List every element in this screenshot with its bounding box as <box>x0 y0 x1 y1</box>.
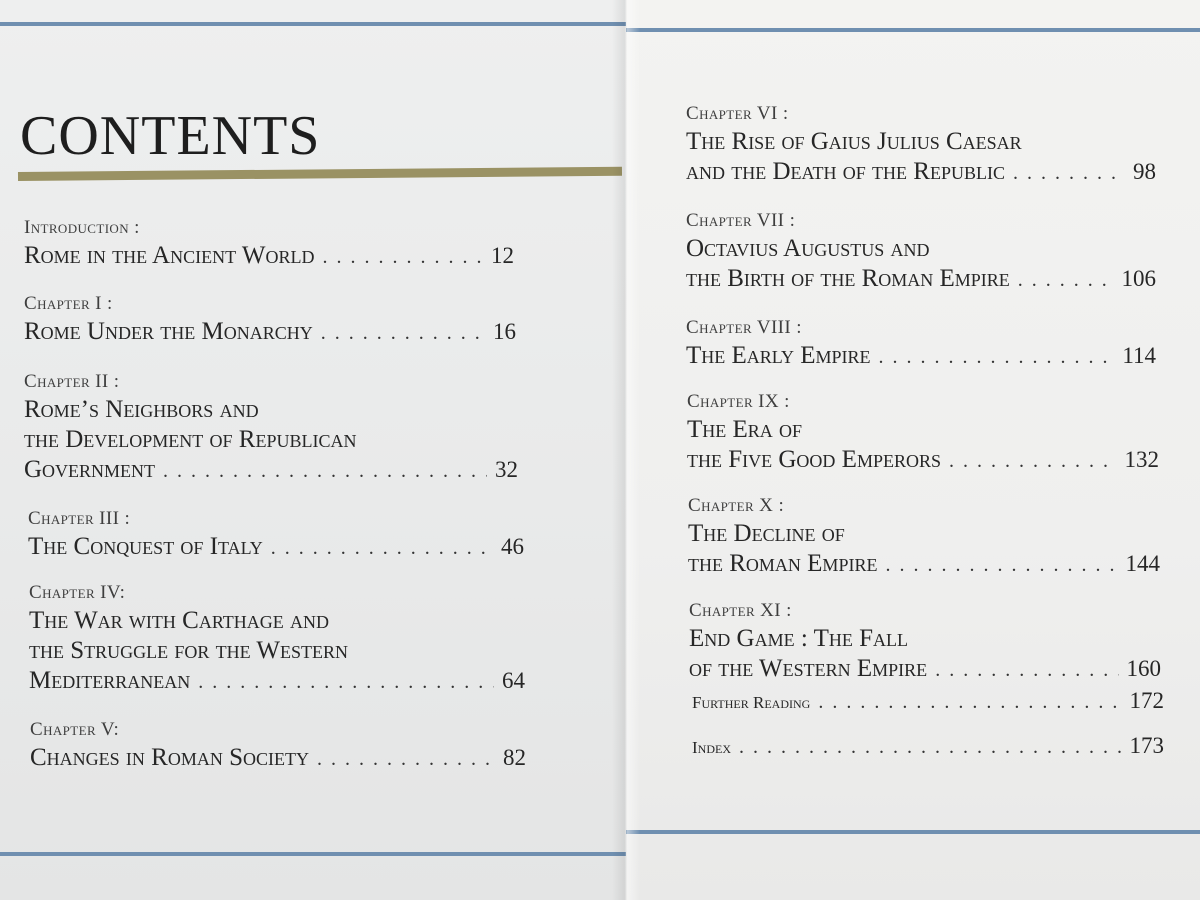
entry-label: Chapter XI : <box>689 600 792 621</box>
toc-entry-chapter-1[interactable] <box>24 294 516 348</box>
entry-title: Rome’s Neighbors and <box>24 396 259 423</box>
dot-leader <box>271 533 493 563</box>
page-number: 172 <box>1129 688 1164 713</box>
toc-entry-chapter-11[interactable] <box>689 601 1161 685</box>
toc-entry-chapter-7[interactable] <box>686 211 1156 295</box>
page-number: 16 <box>493 319 516 344</box>
entry-title-line <box>24 241 514 272</box>
entry-label: Chapter X : <box>688 495 785 516</box>
entry-label: Introduction : <box>24 217 140 238</box>
entry-label: Chapter I : <box>24 293 113 314</box>
dot-leader <box>321 318 485 348</box>
entry-title-line <box>30 743 526 774</box>
entry-title: The Early Empire <box>686 342 871 369</box>
entry-title-line <box>24 317 516 348</box>
contents-heading: CONTENTS <box>20 105 321 167</box>
dot-leader <box>163 456 487 486</box>
entry-title: The Era of <box>687 416 803 443</box>
entry-title: Changes in Roman Society <box>30 744 309 771</box>
entry-title-line <box>689 624 1161 654</box>
entry-title: the Struggle for the Western <box>29 637 349 664</box>
toc-entry-chapter-5[interactable] <box>30 720 526 774</box>
entry-title-line <box>29 636 525 666</box>
entry-title-line <box>29 666 525 697</box>
dot-leader <box>739 734 1122 760</box>
dot-leader <box>1013 158 1125 188</box>
bottom-rule-left <box>0 852 626 856</box>
entry-title-line <box>686 264 1156 295</box>
entry-label: Chapter VIII : <box>686 317 802 338</box>
dot-leader <box>818 689 1121 715</box>
entry-title-line <box>24 395 518 425</box>
toc-entry-chapter-2[interactable] <box>24 372 518 486</box>
entry-title-line <box>24 425 518 455</box>
dot-leader <box>1018 265 1114 295</box>
bottom-rule-right <box>626 830 1200 834</box>
entry-title: The Rise of Gaius Julius Caesar <box>686 128 1022 155</box>
entry-title: the Roman Empire <box>688 550 878 577</box>
dot-leader <box>317 744 495 774</box>
dot-leader <box>879 342 1115 372</box>
page-number: 144 <box>1125 551 1160 576</box>
right-page <box>626 0 1200 900</box>
dot-leader <box>322 242 483 272</box>
dot-leader <box>885 550 1117 580</box>
entry-title-line <box>688 519 1160 549</box>
page-number: 106 <box>1121 266 1156 291</box>
entry-title-line <box>687 415 1159 445</box>
page-number: 12 <box>491 243 514 268</box>
entry-title-line <box>24 455 518 486</box>
entry-title-line <box>29 606 525 636</box>
dot-leader <box>949 446 1117 476</box>
dot-leader <box>198 667 494 697</box>
entry-title: Index <box>692 738 731 757</box>
entry-label: Chapter II : <box>24 371 120 392</box>
entry-title-line <box>687 445 1159 476</box>
entry-label: Chapter VII : <box>686 210 796 231</box>
entry-title-line <box>689 654 1161 685</box>
entry-title-line <box>686 341 1156 372</box>
entry-title: the Development of Republican <box>24 426 357 453</box>
entry-title: of the Western Empire <box>689 655 928 682</box>
dot-leader <box>935 655 1118 685</box>
entry-label: Chapter VI : <box>686 103 789 124</box>
toc-entry-chapter-8[interactable] <box>686 318 1156 372</box>
entry-title-line <box>28 532 524 563</box>
entry-title: End Game : The Fall <box>689 625 908 652</box>
toc-entry-index[interactable] <box>692 733 1164 761</box>
toc-entry-chapter-9[interactable] <box>687 392 1159 476</box>
entry-title: Rome in the Ancient World <box>24 242 315 269</box>
entry-title: the Five Good Emperors <box>687 446 941 473</box>
page-number: 160 <box>1126 656 1161 681</box>
toc-entry-introduction[interactable] <box>24 218 514 272</box>
toc-left <box>24 0 526 900</box>
page-number: 82 <box>503 745 526 770</box>
entry-title-line <box>692 688 1164 716</box>
entry-title-line <box>686 157 1156 188</box>
entry-label: Chapter V: <box>30 719 120 740</box>
entry-title: Further Reading <box>692 693 811 712</box>
entry-title-line <box>692 733 1164 761</box>
page-number: 132 <box>1124 447 1159 472</box>
entry-title: Rome Under the Monarchy <box>24 318 313 345</box>
page-number: 46 <box>501 534 524 559</box>
toc-entry-chapter-10[interactable] <box>688 496 1160 580</box>
entry-title-line <box>686 127 1156 157</box>
entry-title: Government <box>24 456 156 483</box>
entry-label: Chapter IV: <box>29 582 126 603</box>
toc-entry-further-reading[interactable] <box>692 688 1164 716</box>
entry-label: Chapter IX : <box>687 391 790 412</box>
entry-label: Chapter III : <box>28 508 131 529</box>
toc-right <box>686 0 1182 900</box>
entry-title: and the Death of the Republic <box>686 158 1005 185</box>
entry-title: Mediterranean <box>29 667 191 694</box>
entry-title: The Decline of <box>688 520 845 547</box>
page-number: 98 <box>1133 159 1156 184</box>
entry-title-line <box>686 234 1156 264</box>
book-gutter <box>612 0 640 900</box>
toc-entry-chapter-6[interactable] <box>686 104 1156 188</box>
entry-title: The War with Carthage and <box>29 607 329 634</box>
entry-title: The Conquest of Italy <box>28 533 263 560</box>
entry-title: Octavius Augustus and <box>686 235 930 262</box>
page-number: 32 <box>495 457 518 482</box>
entry-title: the Birth of the Roman Empire <box>686 265 1010 292</box>
toc-entry-chapter-4[interactable] <box>29 583 525 697</box>
page-number: 64 <box>502 668 525 693</box>
entry-title-line <box>688 549 1160 580</box>
page-number: 114 <box>1122 343 1156 368</box>
page-number: 173 <box>1129 733 1164 758</box>
toc-entry-chapter-3[interactable] <box>28 509 524 563</box>
